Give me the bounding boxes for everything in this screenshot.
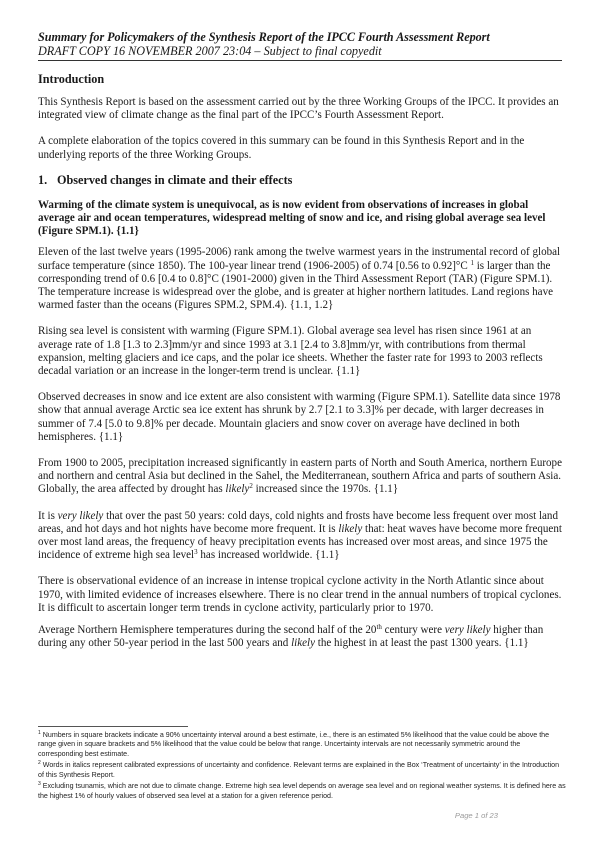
paragraph-temperature bbox=[38, 246, 566, 312]
emphasis: likely bbox=[225, 483, 250, 496]
text: that over the past 50 years: cold days, cold nights and frosts have become less frequent over most land areas, and hot days and hot nights have become more frequent. It is bbox=[38, 509, 558, 535]
report-title: Summary for Policymakers of the Synthesis Report of the IPCC Fourth Assessment Report bbox=[38, 30, 490, 44]
footnote-ref-1[interactable]: 1 bbox=[470, 258, 474, 267]
text: Average Northern Hemisphere temperatures during the second half of the 20 bbox=[38, 624, 377, 637]
footnote-text: Excluding tsunamis, which are not due to climate change. Extreme high sea level depends on average sea level and on regional weather systems. It is defined here as the highest 1% of hourly values of observed sea level at a station for a given reference period. bbox=[38, 782, 566, 800]
intro-heading: Introduction bbox=[38, 72, 105, 86]
footnote-ref-3[interactable]: 3 bbox=[194, 548, 198, 557]
paragraph-snow-ice: Observed decreases in snow and ice extent are also consistent with warming (Figure SPM.1). Satellite data since 1978 show that annual average Arctic sea ice extent has shrunk by 2.7 [2.1 to 3.3]% per decade, with larger decreases in summer of 7.4 [5.0 to 9.8]% per decade. Mountain glaciers and snow cover on average have declined in both hemispheres. {1.1} bbox=[38, 391, 561, 443]
footnotes bbox=[38, 731, 566, 804]
paragraph-northern-hemisphere bbox=[38, 624, 566, 650]
emphasis: very likely bbox=[57, 509, 104, 522]
footnote-1 bbox=[38, 731, 566, 759]
text: the highest in at least the past 1300 years. {1.1} bbox=[315, 637, 529, 650]
section-number: 1. bbox=[38, 172, 48, 187]
footnote-separator bbox=[38, 726, 188, 727]
intro-paragraph-1: This Synthesis Report is based on the assessment carried out by the three Working Groups of the IPCC. It provides an integrated view of climate change as the final part of the IPCC’s Fourth Assessment Report. bbox=[38, 96, 559, 122]
text: It is bbox=[38, 509, 58, 522]
running-header bbox=[38, 30, 562, 61]
footnote-3 bbox=[38, 782, 566, 801]
text: that: heat waves have become more frequent over most land areas, the frequency of heavy precipitation events has increased over most areas, and since 1975 the incidence of extreme high sea level bbox=[38, 522, 562, 562]
footnote-ref-2[interactable]: 2 bbox=[249, 482, 253, 491]
footnote-mark: 1 bbox=[38, 730, 41, 736]
paragraph-cyclones: There is observational evidence of an increase in intense tropical cyclone activity in the North Atlantic since about 1970, with limited evidence of increases elsewhere. There is no clear trend in the annual numbers of tropical cyclones. It is difficult to ascertain longer term trends in cyclone activity, particularly prior to 1970. bbox=[38, 575, 562, 614]
intro-paragraph-2: A complete elaboration of the topics covered in this summary can be found in this Synthesis Report and in the underlying reports of the three Working Groups. bbox=[38, 135, 525, 161]
footnote-2 bbox=[38, 761, 566, 780]
emphasis: very likely bbox=[444, 624, 491, 637]
emphasis: likely bbox=[291, 637, 316, 650]
footnote-text: Numbers in square brackets indicate a 90% uncertainty interval around a best estimate, i.e., there is an estimated 5% likelihood that the value could be above the range given in square brackets and 5% likelihood that the value could be below that range. Uncertainty intervals are not necessarily symmetric around the corresponding best estimate. bbox=[38, 731, 550, 758]
emphasis: likely bbox=[338, 522, 363, 535]
text: has increased worldwide. {1.1} bbox=[197, 549, 340, 562]
document-body bbox=[38, 72, 566, 664]
text: higher than during any other 50-year period in the last 500 years and bbox=[38, 624, 544, 650]
paragraph-extremes bbox=[38, 510, 566, 563]
text: increased since the 1970s. {1.1} bbox=[252, 483, 399, 496]
footnote-mark: 2 bbox=[38, 760, 41, 767]
paragraph-sea-level: Rising sea level is consistent with warming (Figure SPM.1). Global average sea level has risen since 1961 at an average rate of 1.8 [1.3 to 2.3]mm/yr and since 1993 at 3.1 [2.4 to 3.8]mm/yr, with contributions from thermal expansion, melting glaciers and ice caps, and the polar ice sheets. Whether the faster rate for 1993 to 2003 reflects decadal variation or an increase in the longer-term trend is unclear. {1.1} bbox=[38, 325, 543, 378]
section-1-heading bbox=[38, 173, 566, 187]
footnote-mark: 3 bbox=[38, 781, 41, 788]
text: Eleven of the last twelve years (1995-2006) rank among the twelve warmest years in the instrumental record of global surface temperature (since 1850). The 100-year linear trend (1906-2005) of 0.74 [0.56 to 0.92]°C bbox=[38, 246, 561, 272]
footnote-text: Words in italics represent calibrated expressions of uncertainty and confidence. Relevant terms are explained in the Box ‘Treatment of uncertainty’ in the Introduction of this Synthesis Report. bbox=[38, 761, 560, 779]
page-number: Page 1 of 23 bbox=[454, 811, 498, 820]
section-title: Observed changes in climate and their effects bbox=[57, 172, 293, 187]
ordinal-suffix: th bbox=[376, 623, 382, 632]
paragraph-precipitation bbox=[38, 457, 566, 497]
text: is larger than the corresponding trend of 0.6 [0.4 to 0.8]°C (1901-2000) given in the Third Assessment Report (TAR) (Figure SPM.1). The temperature increase is widespread over the globe, and is greater at higher northern latitudes. Land regions have warmed faster than the oceans (Figures SPM.2, SPM.4). {1.1, 1.2} bbox=[38, 259, 554, 312]
text: century were bbox=[381, 624, 445, 637]
draft-notice: DRAFT COPY 16 NOVEMBER 2007 23:04 – Subject to final copyedit bbox=[38, 44, 382, 58]
text: From 1900 to 2005, precipitation increased significantly in eastern parts of North and South America, northern Europe and northern and central Asia but declined in the Sahel, the Mediterranean, southern Africa and parts of southern Asia. Globally, the area affected by drought has bbox=[38, 457, 562, 496]
lead-statement: Warming of the climate system is unequivocal, as is now evident from observations of increases in global average air and ocean temperatures, widespread melting of snow and ice, and rising global average sea level (Figure SPM.1). {1.1} bbox=[38, 198, 546, 238]
